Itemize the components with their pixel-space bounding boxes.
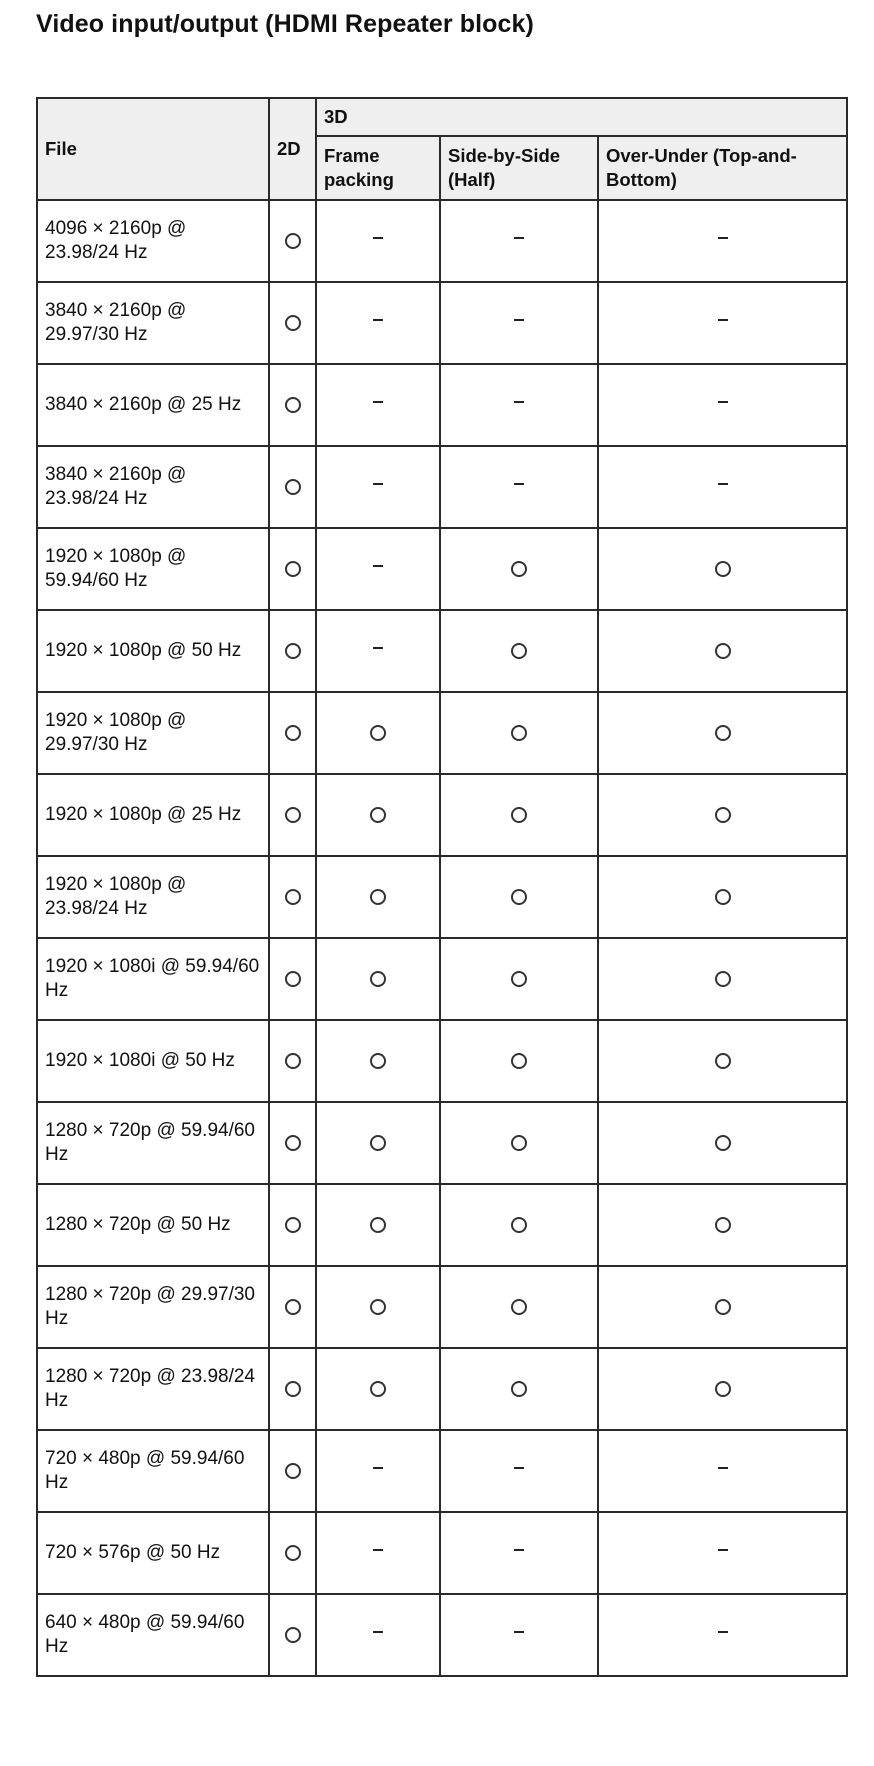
cell-side-by-side bbox=[440, 610, 598, 692]
cell-side-by-side bbox=[440, 1512, 598, 1594]
unsupported-dash-icon bbox=[373, 565, 383, 567]
unsupported-dash-icon bbox=[373, 401, 383, 403]
cell-2d bbox=[269, 1102, 316, 1184]
supported-circle-icon bbox=[285, 397, 301, 413]
cell-frame-packing bbox=[316, 1348, 440, 1430]
table-row bbox=[37, 856, 847, 938]
cell-2d bbox=[269, 1184, 316, 1266]
cell-2d bbox=[269, 528, 316, 610]
cell-side-by-side bbox=[440, 1020, 598, 1102]
cell-file: 1920 × 1080p @ 25 Hz bbox=[37, 774, 269, 856]
supported-circle-icon bbox=[370, 889, 386, 905]
cell-side-by-side bbox=[440, 1102, 598, 1184]
unsupported-dash-icon bbox=[514, 237, 524, 239]
cell-file: 3840 × 2160p @ 29.97/30 Hz bbox=[37, 282, 269, 364]
supported-circle-icon bbox=[285, 1053, 301, 1069]
video-format-table bbox=[36, 97, 848, 1677]
cell-file: 3840 × 2160p @ 23.98/24 Hz bbox=[37, 446, 269, 528]
supported-circle-icon bbox=[285, 1135, 301, 1151]
unsupported-dash-icon bbox=[514, 1467, 524, 1469]
supported-circle-icon bbox=[715, 1135, 731, 1151]
header-file: File bbox=[37, 98, 269, 200]
header-3d: 3D bbox=[316, 98, 847, 136]
cell-frame-packing bbox=[316, 282, 440, 364]
cell-over-under bbox=[598, 1266, 847, 1348]
cell-file: 3840 × 2160p @ 25 Hz bbox=[37, 364, 269, 446]
supported-circle-icon bbox=[370, 1135, 386, 1151]
cell-frame-packing bbox=[316, 446, 440, 528]
supported-circle-icon bbox=[285, 1217, 301, 1233]
table-row bbox=[37, 1266, 847, 1348]
supported-circle-icon bbox=[511, 1053, 527, 1069]
supported-circle-icon bbox=[511, 807, 527, 823]
header-2d: 2D bbox=[269, 98, 316, 200]
supported-circle-icon bbox=[511, 1299, 527, 1315]
unsupported-dash-icon bbox=[373, 647, 383, 649]
cell-file: 4096 × 2160p @ 23.98/24 Hz bbox=[37, 200, 269, 282]
supported-circle-icon bbox=[715, 1299, 731, 1315]
table-row bbox=[37, 938, 847, 1020]
supported-circle-icon bbox=[511, 1381, 527, 1397]
unsupported-dash-icon bbox=[718, 483, 728, 485]
supported-circle-icon bbox=[370, 1053, 386, 1069]
supported-circle-icon bbox=[370, 1381, 386, 1397]
cell-frame-packing bbox=[316, 938, 440, 1020]
cell-side-by-side bbox=[440, 1266, 598, 1348]
cell-side-by-side bbox=[440, 856, 598, 938]
cell-2d bbox=[269, 1594, 316, 1676]
table-header-row bbox=[37, 98, 847, 136]
cell-frame-packing bbox=[316, 1430, 440, 1512]
cell-file: 1280 × 720p @ 50 Hz bbox=[37, 1184, 269, 1266]
cell-over-under bbox=[598, 1102, 847, 1184]
supported-circle-icon bbox=[285, 233, 301, 249]
unsupported-dash-icon bbox=[514, 483, 524, 485]
cell-file: 1920 × 1080i @ 50 Hz bbox=[37, 1020, 269, 1102]
table-row bbox=[37, 364, 847, 446]
cell-side-by-side bbox=[440, 528, 598, 610]
supported-circle-icon bbox=[285, 1381, 301, 1397]
cell-frame-packing bbox=[316, 610, 440, 692]
supported-circle-icon bbox=[370, 971, 386, 987]
supported-circle-icon bbox=[370, 1299, 386, 1315]
cell-over-under bbox=[598, 1512, 847, 1594]
cell-over-under bbox=[598, 774, 847, 856]
cell-side-by-side bbox=[440, 1430, 598, 1512]
cell-file: 1920 × 1080p @ 29.97/30 Hz bbox=[37, 692, 269, 774]
supported-circle-icon bbox=[370, 1217, 386, 1233]
cell-frame-packing bbox=[316, 1020, 440, 1102]
supported-circle-icon bbox=[511, 643, 527, 659]
supported-circle-icon bbox=[285, 889, 301, 905]
supported-circle-icon bbox=[285, 1299, 301, 1315]
supported-circle-icon bbox=[285, 479, 301, 495]
cell-over-under bbox=[598, 200, 847, 282]
cell-side-by-side bbox=[440, 1348, 598, 1430]
cell-over-under bbox=[598, 282, 847, 364]
table-row bbox=[37, 446, 847, 528]
table-row bbox=[37, 282, 847, 364]
supported-circle-icon bbox=[511, 889, 527, 905]
supported-circle-icon bbox=[285, 1545, 301, 1561]
cell-2d bbox=[269, 1430, 316, 1512]
cell-2d bbox=[269, 692, 316, 774]
table-row bbox=[37, 1348, 847, 1430]
page-title: Video input/output (HDMI Repeater block) bbox=[36, 10, 534, 38]
supported-circle-icon bbox=[715, 889, 731, 905]
unsupported-dash-icon bbox=[718, 1467, 728, 1469]
cell-file: 720 × 576p @ 50 Hz bbox=[37, 1512, 269, 1594]
cell-2d bbox=[269, 1348, 316, 1430]
header-frame-packing: Frame packing bbox=[316, 136, 440, 200]
supported-circle-icon bbox=[715, 971, 731, 987]
table-row bbox=[37, 1102, 847, 1184]
table-row bbox=[37, 1184, 847, 1266]
cell-side-by-side bbox=[440, 692, 598, 774]
unsupported-dash-icon bbox=[718, 401, 728, 403]
supported-circle-icon bbox=[511, 1217, 527, 1233]
cell-side-by-side bbox=[440, 282, 598, 364]
unsupported-dash-icon bbox=[514, 401, 524, 403]
unsupported-dash-icon bbox=[514, 319, 524, 321]
supported-circle-icon bbox=[285, 643, 301, 659]
supported-circle-icon bbox=[715, 643, 731, 659]
cell-over-under bbox=[598, 528, 847, 610]
unsupported-dash-icon bbox=[373, 483, 383, 485]
unsupported-dash-icon bbox=[718, 1631, 728, 1633]
supported-circle-icon bbox=[370, 725, 386, 741]
unsupported-dash-icon bbox=[718, 1549, 728, 1551]
cell-over-under bbox=[598, 446, 847, 528]
cell-over-under bbox=[598, 1184, 847, 1266]
supported-circle-icon bbox=[285, 315, 301, 331]
cell-side-by-side bbox=[440, 774, 598, 856]
unsupported-dash-icon bbox=[514, 1549, 524, 1551]
table-row bbox=[37, 1430, 847, 1512]
cell-file: 1920 × 1080p @ 23.98/24 Hz bbox=[37, 856, 269, 938]
cell-frame-packing bbox=[316, 1184, 440, 1266]
cell-2d bbox=[269, 856, 316, 938]
unsupported-dash-icon bbox=[373, 1549, 383, 1551]
cell-side-by-side bbox=[440, 200, 598, 282]
unsupported-dash-icon bbox=[373, 1467, 383, 1469]
cell-over-under bbox=[598, 856, 847, 938]
supported-circle-icon bbox=[511, 971, 527, 987]
unsupported-dash-icon bbox=[373, 237, 383, 239]
cell-over-under bbox=[598, 610, 847, 692]
cell-2d bbox=[269, 200, 316, 282]
cell-side-by-side bbox=[440, 446, 598, 528]
cell-over-under bbox=[598, 364, 847, 446]
supported-circle-icon bbox=[285, 971, 301, 987]
cell-2d bbox=[269, 364, 316, 446]
supported-circle-icon bbox=[285, 561, 301, 577]
cell-over-under bbox=[598, 692, 847, 774]
supported-circle-icon bbox=[285, 725, 301, 741]
table-row bbox=[37, 774, 847, 856]
supported-circle-icon bbox=[715, 807, 731, 823]
table-row bbox=[37, 200, 847, 282]
supported-circle-icon bbox=[715, 1217, 731, 1233]
header-side-by-side: Side-by-Side (Half) bbox=[440, 136, 598, 200]
unsupported-dash-icon bbox=[514, 1631, 524, 1633]
cell-frame-packing bbox=[316, 1102, 440, 1184]
header-over-under: Over-Under (Top-and-Bottom) bbox=[598, 136, 847, 200]
cell-frame-packing bbox=[316, 692, 440, 774]
cell-file: 640 × 480p @ 59.94/60 Hz bbox=[37, 1594, 269, 1676]
supported-circle-icon bbox=[511, 561, 527, 577]
unsupported-dash-icon bbox=[373, 319, 383, 321]
supported-circle-icon bbox=[370, 807, 386, 823]
table-row bbox=[37, 528, 847, 610]
cell-2d bbox=[269, 282, 316, 364]
cell-side-by-side bbox=[440, 364, 598, 446]
cell-over-under bbox=[598, 1430, 847, 1512]
table-row bbox=[37, 1512, 847, 1594]
supported-circle-icon bbox=[285, 1463, 301, 1479]
supported-circle-icon bbox=[511, 725, 527, 741]
cell-frame-packing bbox=[316, 1266, 440, 1348]
cell-2d bbox=[269, 774, 316, 856]
supported-circle-icon bbox=[715, 561, 731, 577]
supported-circle-icon bbox=[715, 725, 731, 741]
supported-circle-icon bbox=[285, 1627, 301, 1643]
cell-frame-packing bbox=[316, 528, 440, 610]
table-row bbox=[37, 1020, 847, 1102]
cell-2d bbox=[269, 1266, 316, 1348]
cell-frame-packing bbox=[316, 1512, 440, 1594]
cell-over-under bbox=[598, 1348, 847, 1430]
cell-frame-packing bbox=[316, 1594, 440, 1676]
cell-2d bbox=[269, 1512, 316, 1594]
supported-circle-icon bbox=[511, 1135, 527, 1151]
unsupported-dash-icon bbox=[718, 237, 728, 239]
cell-frame-packing bbox=[316, 774, 440, 856]
table-row bbox=[37, 610, 847, 692]
cell-frame-packing bbox=[316, 364, 440, 446]
cell-2d bbox=[269, 610, 316, 692]
cell-2d bbox=[269, 938, 316, 1020]
cell-file: 1280 × 720p @ 23.98/24 Hz bbox=[37, 1348, 269, 1430]
supported-circle-icon bbox=[715, 1053, 731, 1069]
table-body bbox=[37, 200, 847, 1676]
supported-circle-icon bbox=[715, 1381, 731, 1397]
cell-side-by-side bbox=[440, 938, 598, 1020]
cell-side-by-side bbox=[440, 1184, 598, 1266]
cell-over-under bbox=[598, 1594, 847, 1676]
supported-circle-icon bbox=[285, 807, 301, 823]
cell-over-under bbox=[598, 938, 847, 1020]
cell-frame-packing bbox=[316, 856, 440, 938]
unsupported-dash-icon bbox=[718, 319, 728, 321]
cell-file: 720 × 480p @ 59.94/60 Hz bbox=[37, 1430, 269, 1512]
table-row bbox=[37, 692, 847, 774]
cell-file: 1920 × 1080p @ 50 Hz bbox=[37, 610, 269, 692]
cell-2d bbox=[269, 446, 316, 528]
cell-side-by-side bbox=[440, 1594, 598, 1676]
cell-file: 1920 × 1080i @ 59.94/60 Hz bbox=[37, 938, 269, 1020]
cell-file: 1280 × 720p @ 29.97/30 Hz bbox=[37, 1266, 269, 1348]
table-row bbox=[37, 1594, 847, 1676]
cell-file: 1920 × 1080p @ 59.94/60 Hz bbox=[37, 528, 269, 610]
cell-over-under bbox=[598, 1020, 847, 1102]
cell-frame-packing bbox=[316, 200, 440, 282]
unsupported-dash-icon bbox=[373, 1631, 383, 1633]
cell-file: 1280 × 720p @ 59.94/60 Hz bbox=[37, 1102, 269, 1184]
cell-2d bbox=[269, 1020, 316, 1102]
